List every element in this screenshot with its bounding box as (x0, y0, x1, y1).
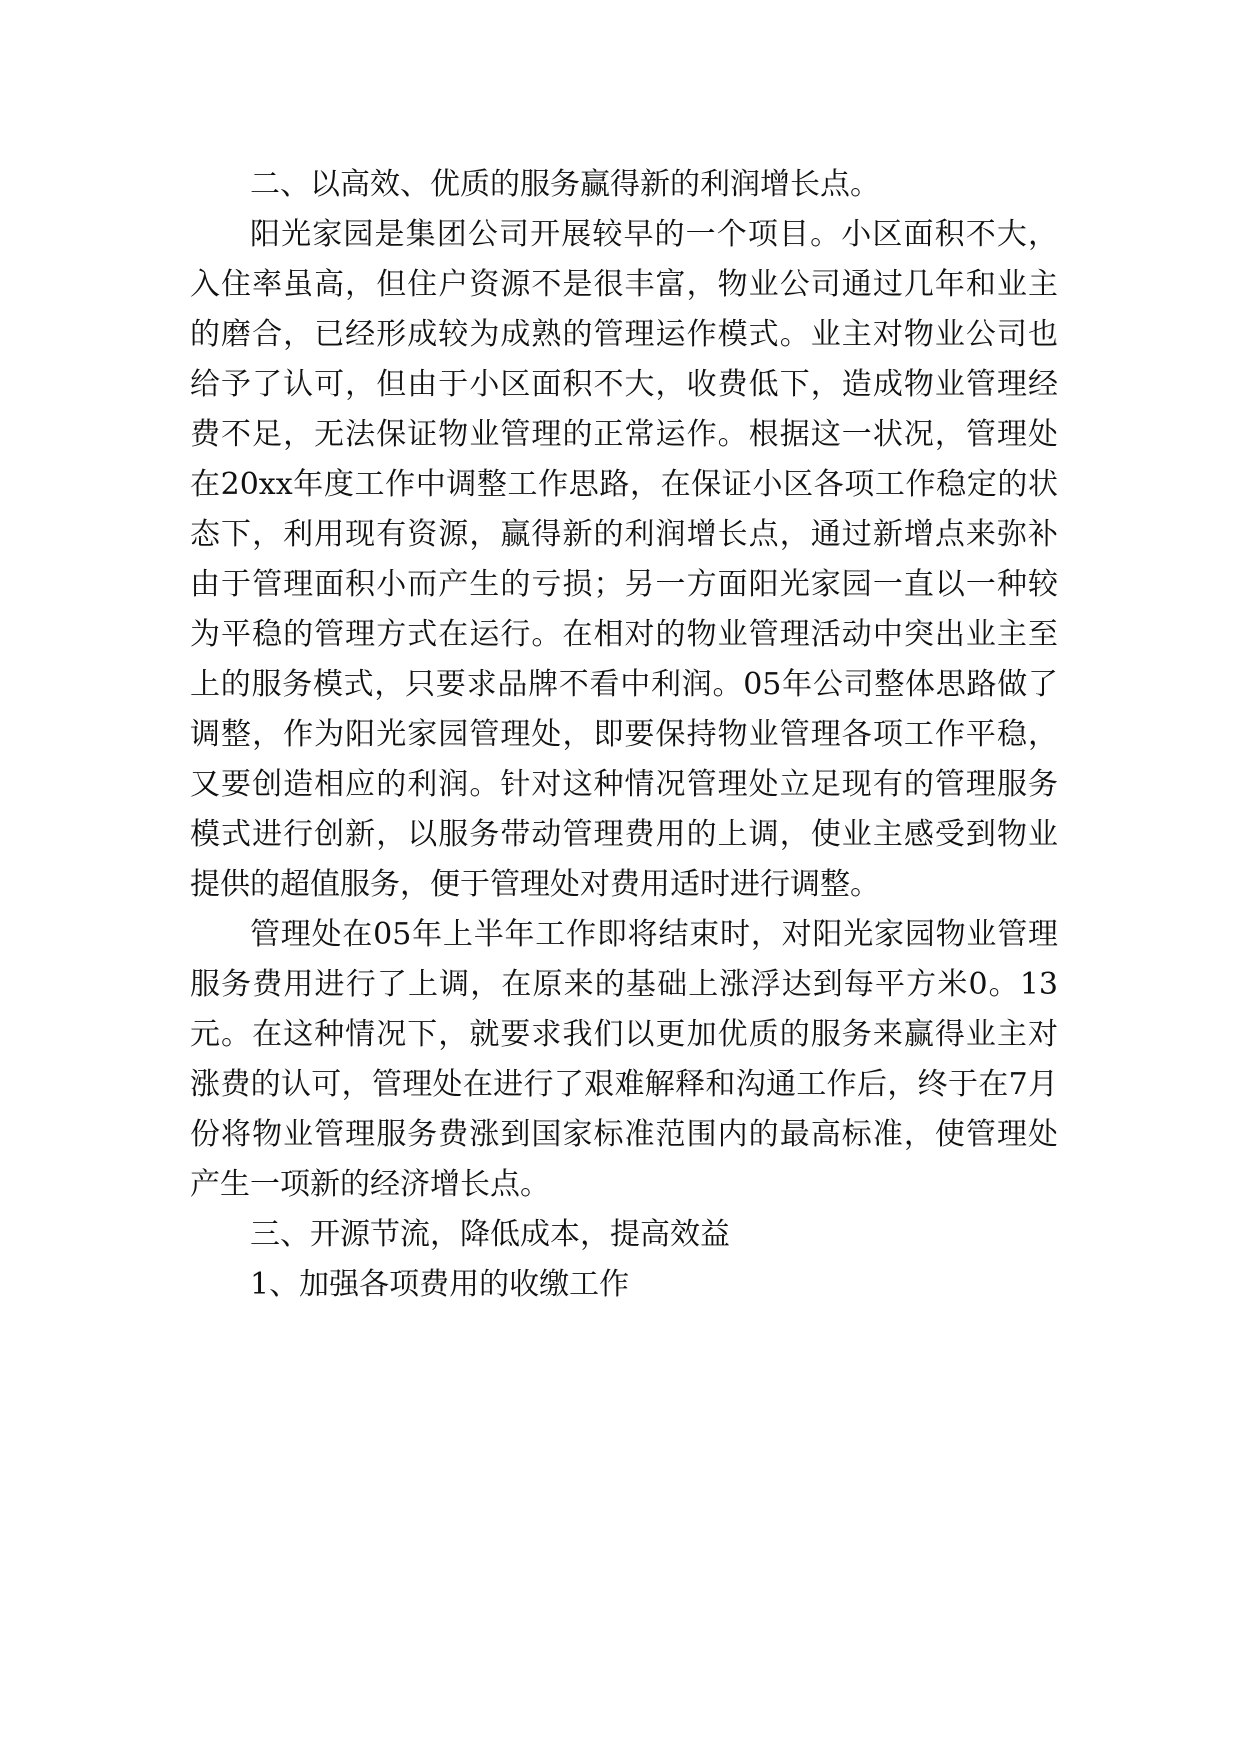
paragraph-fee-adjustment: 管理处在05年上半年工作即将结束时，对阳光家园物业管理服务费用进行了上调，在原来的基础上涨浮达到每平方米0。13元。在这种情况下，就要求我们以更加优质的服务来赢得业主对涨费的认可，管理处在进行了艰难解释和沟通工作后，终于在7月份将物业管理服务费涨到国家标准范围内的最高标准，使管理处产生一项新的经济增长点。 (190, 917, 1058, 1202)
section-heading-2: 二、以高效、优质的服务赢得新的利润增长点。 (250, 167, 880, 202)
document-body (190, 160, 1058, 1310)
section-heading-3: 三、开源节流，降低成本，提高效益 (250, 1217, 730, 1252)
subsection-heading-1: 1、加强各项费用的收缴工作 (250, 1267, 630, 1302)
paragraph-sunshine-garden: 阳光家园是集团公司开展较早的一个项目。小区面积不大，入住率虽高，但住户资源不是很丰富，物业公司通过几年和业主的磨合，已经形成较为成熟的管理运作模式。业主对物业公司也给予了认可，但由于小区面积不大，收费低下，造成物业管理经费不足，无法保证物业管理的正常运作。根据这一状况，管理处在20xx年度工作中调整工作思路，在保证小区各项工作稳定的状态下，利用现有资源，赢得新的利润增长点，通过新增点来弥补由于管理面积小而产生的亏损；另一方面阳光家园一直以一种较为平稳的管理方式在运行。在相对的物业管理活动中突出业主至上的服务模式，只要求品牌不看中利润。05年公司整体思路做了调整，作为阳光家园管理处，即要保持物业管理各项工作平稳，又要创造相应的利润。针对这种情况管理处立足现有的管理服务模式进行创新，以服务带动管理费用的上调，使业主感受到物业提供的超值服务，便于管理处对费用适时进行调整。 (190, 217, 1058, 902)
